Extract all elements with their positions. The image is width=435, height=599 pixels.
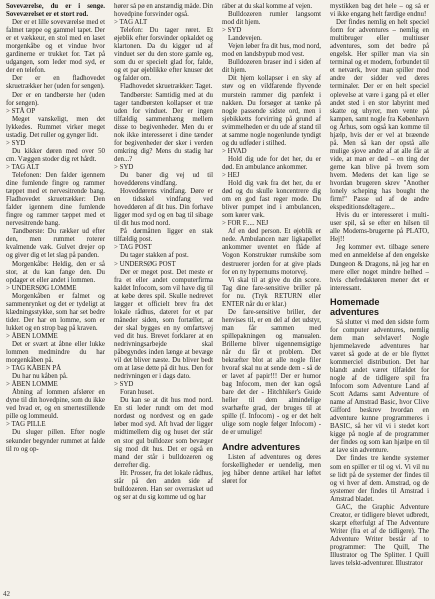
paragraph: Telefonen: Den falder igennem dine fumlende fingre og rammer tæppet med et nervesitrende bang. Fladhovedet skruetrækker: Den falder igennem dine fumlende fingre og rammer tæppet med et nervesitrende bang. xyxy=(6,171,105,228)
paragraph: Du kikker døren med over 50 cm. Væggen stoder dig ret hårdt. xyxy=(6,147,105,163)
game-command: > TAG KÅBEN PÅ xyxy=(6,365,62,373)
paragraph: Du baner dig vej ud til hoveddørens vindfang. xyxy=(114,171,213,188)
paragraph: Foran huset. xyxy=(120,389,155,397)
paragraph: GAC, the Graphic Adventure Creator, er tidligere blevet udbredt, skarpt efterfulgt af The Adventure Writer (fra et af de tidligere). The Adventure Writer består af to programmer: The Quill, The Illustrator og The Splitter. I Quill laves telskt-adventurer. Illustrator xyxy=(330,503,429,568)
game-command: > HVAD xyxy=(222,147,247,155)
paragraph: Bulldozeren rumler langsomt mod dit hjem. xyxy=(222,11,321,27)
paragraph: Morgenkåbe: Heldig, den er så stor, at du kan fange den. Du opdager et eller andet i lommen. xyxy=(6,260,105,284)
paragraph: Der er meget post. Det meste er fra et eller andet computerfirma kaldet Infocom, som vil have dig til at købe deres spil. Skulle nedrevet lægger et officielt brev fra det lokale rådhus, dateret for et par måneder siden, som fortæller, at der skal bygges en ny omfartsvej ved dit hus. Brevet forklarer at en nedrivningsarbejde skal påbegyndes inden længe at bevæge vil det bliver næste. Du bliver bedt om at læse dette på dit hus. Den for nedrivningen er i dags dato. xyxy=(114,268,213,381)
paragraph: Jeg kommer evt. tilbage senere med en anmeldelse af den engelske Dungeon & Dragons, nå jeg har en mere eller noget mindre helhed – hvis chefredaktøren mener det er interessant. xyxy=(330,244,429,292)
paragraph: Meget vanskeligt, men det lykkedes. Rummet virker meget ustadig. Det ruller og gynger lidt. xyxy=(6,115,105,139)
paragraph: Du har nu kåben på. xyxy=(12,373,68,381)
game-command: > STÅ OP xyxy=(6,107,36,115)
text-column-3 xyxy=(222,3,321,591)
paragraph: Der findes nemlig en helt speciel form for adventures – nemlig en multibruger eller multiuser adventures, som det bedre på engelsk. Her spiller man via sin terminal og et modem, forbundet til et netværk, hvor man spiller mod andre der sidder ved deres terminaler. Der er en helt speciel oplevelse at være i gang på et eller andet sted i en stor labyrint med skatte og uhyrer, men vente på kampen, samt nogle fra København og Århus, som også kan komme til hjælp, hvis der er vel at bræende på. Men så kan der opstå alle mulige sjove andre af at alle får at vide, at man er død – en ting der gerne kan blive på hvem som hvem. Medens det kan lige se hvordan brugeren skrev "Another lonely scheping has bought the firm!" Passe ud af de andre ekspeditionsdeltagere... xyxy=(330,19,429,212)
game-command: > ÅBEN LOMME xyxy=(6,332,58,340)
text-columns xyxy=(6,3,429,591)
game-command: > ÅBEN LOMME xyxy=(6,381,58,389)
paragraph: Morgenkåben er falmet og sammenrynket og det er tydeligt at klædningsstykke, som har set bedre tider. Der har en lomme, som er lukket og en strop bag på kraven. xyxy=(6,292,105,332)
game-command: > HEJ xyxy=(222,171,240,179)
game-command: > TAG PILLE xyxy=(6,421,46,429)
paragraph: Tandbørste: Du rækker ud efter den, men rummet roterer kvalmende væk. Gulvet drejer op og giver dig et let slag på panden. xyxy=(6,228,105,260)
paragraph: Så slutter vi med den sidste form for computer adventures, nemlig dem man selvlaver! Nogle hjemmelavede adventures har været så gode at de er ble flyttet kommerciel distribution. Det har blandt andet været tilfældet for nogle af de tidligere spil fra Infocom som Adventure Land af Scott Adams samt Adventure of name af Amstrad Basic, hvor Clive Gifford beskrev hvordan en adventure kunne programmeres i BASIC, så her vil vi i stedet kort kigge på nogle af de programmer der findes og som kan hjælpe en til at lave sin adventure. xyxy=(330,318,429,455)
paragraph: Vejen løber fra dit hus, mod nord, mod en landsbypub mod vest. xyxy=(222,43,321,59)
game-command: > SYD xyxy=(222,27,242,35)
paragraph: Bulldozeren braser ind i siden af dit hjem. xyxy=(222,59,321,75)
game-command: > SYD xyxy=(114,381,134,389)
game-command: > UNDERSØG LOMME xyxy=(6,284,77,292)
section-heading: Homemade adventures xyxy=(330,296,380,317)
game-command: > FOR F..... NEJ xyxy=(222,220,269,228)
paragraph: råber at du skal komme af vejen. xyxy=(222,3,313,10)
game-command: > TAG ALT xyxy=(6,163,40,171)
game-command: > SYD xyxy=(6,139,26,147)
paragraph: mystikken bag det hele – og så er vi ikke engang helt færdige endnu! xyxy=(330,3,429,19)
paragraph: Hr. Prosser, fra det lokale rådhus, står på den anden side af bulldozeren. Han ser overrasket ud og ser at du sig komme ud og har xyxy=(114,469,213,501)
paragraph: Soveværelse, du er i senge. Soveværelset er et stort rod. xyxy=(6,3,105,19)
paragraph: Hvis du er interesseret i multi-user spil, så se efter en hilsen til alle Modems-brugerne på PLATO, Hej!! xyxy=(330,212,429,244)
text-column-2 xyxy=(114,3,213,591)
paragraph: hører så pø en anstændig måde. Din hovedpine forsvinder også. xyxy=(114,3,213,19)
paragraph: Du kan se at dit hus mod nord. En sti leder rundt om det mod nordøst og nordvest og en gade løber mod syd. Aft hvad der ligger midtimellem dig og huset der står en stor gul bulldozer som bevæger sig mod dit hus. Det er også en mand der står i bulldozeren og derrefter dig. xyxy=(114,397,213,469)
paragraph: De fare-sensitive briller, der henvises til, er en del af det udstyr, man får sammen med spillepakningen og manualen. Brillerne bliver uigennemsigtige når du får et problem. Det bekræfter blot at alle nogle filer hvoraf skal nu at sende dem - så de er lavet af papir!!! Der er humor bag Infocom, men der kan også bare det der - Hitchhiker's Guide heller til dem almindelige svarhæfte grad, der bruges til at spille (f. Infocom) - og er det helt ulige som nogle følger Infocom) - de er umulige! xyxy=(222,308,321,437)
paragraph: Der er et lille soveværelse med et falmet tæppe og gammel tapet. Der er et vækkeur, en stol med en laset morgenkåbe og et vindue hvor gardinerne er trukket for. Tæt på udgangen, som leder mod syd, er der en telefon. xyxy=(6,19,105,75)
paragraph: Hold dig ude for det her, du er død. En ambulance ankommer. xyxy=(222,155,321,171)
paragraph: Der findes tre kendte systemer som en spiller er til og vi. Vi vil nu se lidt på de systemer der findes til og vi hver af dem. Amstrad, og de systemer der findes til Amstrad i Amstrad bladet. xyxy=(330,455,429,503)
paragraph: Tandbørste: Samtidig med at du tager tandbørsten kollapser et træ uden for vinduet. Der er ingen tilfældig sammenhæng mellem disse to begivenheder. Men du er nok ikke interesseret i dine tænder for begivenheder der sker i verden omkring dig? Mens du stadig har den...? xyxy=(114,91,213,163)
text-column-1 xyxy=(6,3,105,591)
section-heading: Andre adventures xyxy=(222,441,301,452)
game-command: > UNDERSØG POST xyxy=(114,260,176,268)
paragraph: Hold dig væk fra det her, du er død og du skulle koncentrere dig om en god fast reger mode. Du bliver pumpet ind i ambulancen, som kører væk. xyxy=(222,180,321,220)
page-number: 42 xyxy=(3,590,10,598)
paragraph: Listen af adventures og deres forskelligheder er uendelig, men jeg håber denne artikel har løftet sløret for xyxy=(222,453,321,485)
paragraph: Der er en tandbørste her (uden for sengen). xyxy=(6,91,105,107)
paragraph: Telefon: Du tager røret. Et øjeblik efter forsvinder opkaldet og klartonen. Da du kigger ud af vinduet ser du den store gamle eg, som du er specielt glad for, falde, og et par øjeblikke efter knuser det og falder om. xyxy=(114,27,213,83)
game-command: > TAG POST xyxy=(114,244,152,252)
paragraph: Der er en fladhovedet skruetrækker her (uden for sengen). xyxy=(6,75,105,91)
paragraph: Vi skal til at give du din score. Tag dine fare-sensitive briller på for nu. (Tryk RETURN eller ENTER når du er klar.) xyxy=(222,276,321,308)
paragraph: Fladhovedet skruetrækker: Taget. xyxy=(120,83,213,91)
text-column-4 xyxy=(330,3,429,591)
paragraph: Du sluger pillen. Efter nogle sekunder begynder rummet at falde til ro og op- xyxy=(6,429,105,453)
paragraph: Det er svært at åbne eller lukke lommen medmindre du har morgenkåben på. xyxy=(6,340,105,365)
paragraph: Åbning af lommen afslører en dyne til din hovedpine, som du ikke ved hvad er, og en smertestillende pille og lommeuld. xyxy=(6,389,105,421)
paragraph: På dørmåtten ligger en stak tilfældig post. xyxy=(114,228,213,244)
paragraph: Landevejen. xyxy=(228,35,262,43)
paragraph: Dit hjem kollapser i en sky af støv og en vildfarende flyvende murstein rammer dig pænfekt i nakken. Du forsøger at tænke på nogle passende sidste ord, men i sjebikketts forvirring på grund af svimmelheden er du ude af stand til at samme nogle nogenlunde tyndigt og du udføder i stilhed. xyxy=(222,75,321,147)
game-command: > SYD xyxy=(114,163,134,171)
paragraph: Hoveddørens vindfang. Døre er en tidsskel vindfang ved hoveddøren af dit hus. Din forhave ligger mod syd og en bag til sibage til dit hus mod nord. xyxy=(114,188,213,228)
paragraph: Du tager stakken af post. xyxy=(120,252,189,260)
game-command: > TAG ALT xyxy=(114,19,148,27)
paragraph: Af en død person. Et øjeblik er nede. Ambulancen nær ligkapellet ankommer uventet en flåde af Vogon Konstruktør rumskibe som destruerer jorden for at give plads for en ny hypernums motorvej. xyxy=(222,228,321,276)
